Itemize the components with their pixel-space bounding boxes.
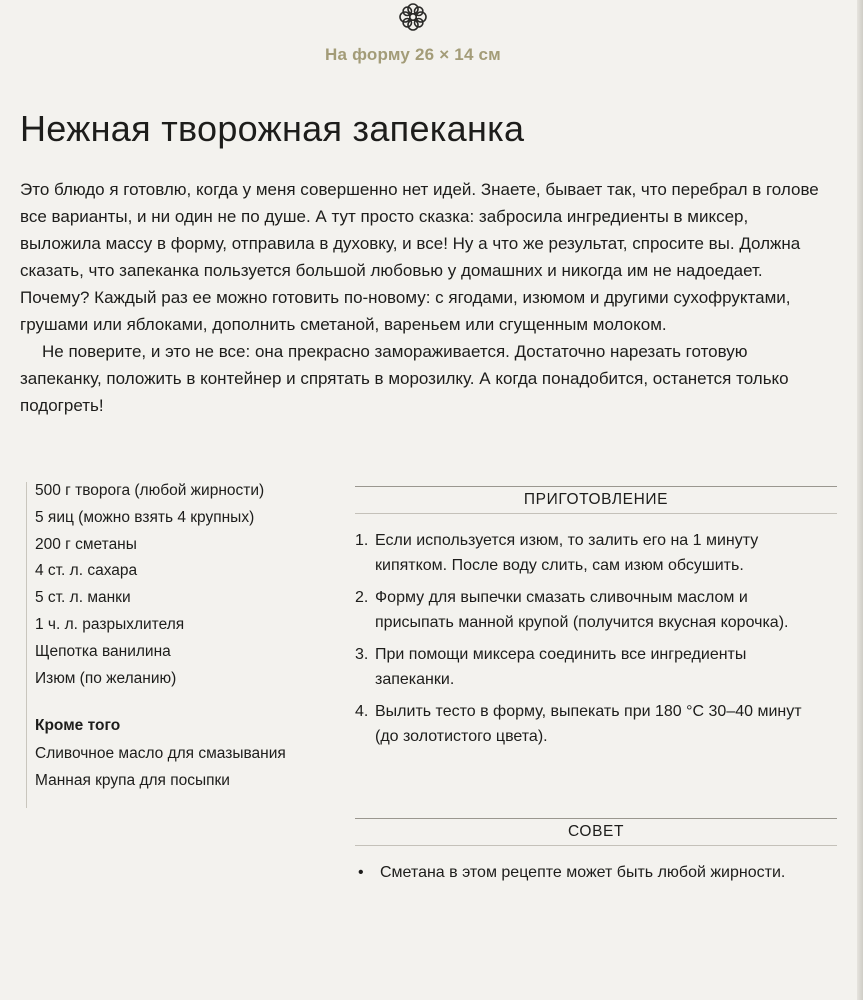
pan-size-label: На форму 26 × 14 см: [325, 45, 501, 64]
advice-heading-text: СОВЕТ: [567, 823, 625, 840]
step-number: 3.: [355, 646, 369, 663]
heading-underline: [355, 513, 837, 514]
heading-underline: [355, 845, 837, 846]
ingredient-item: 200 г сметаны: [35, 535, 137, 553]
ingredient-item: 500 г творога (любой жирности): [35, 482, 265, 499]
intro-paragraph: Не поверите, и это не все: она прекрасно замораживается. Достаточно нарезать готовую запеканку, положить в контейнер и спрятать в морозилку. А когда понадобится, останется только подогреть!: [20, 342, 789, 415]
advice-text: Сметана в этом рецепте может быть любой жирности.: [380, 864, 786, 881]
step-text: Если используется изюм, то залить его на 1 минуту кипятком. После воду слить, сам изюм обсушить.: [375, 532, 759, 574]
flower-ornament-icon: [396, 0, 430, 34]
step-item: [355, 642, 805, 692]
step-text: При помощи миксера соединить все ингредиенты запеканки.: [375, 646, 747, 688]
intro-text: [20, 176, 820, 419]
advice-heading: [355, 818, 837, 845]
ingredient-item: 5 ст. л. манки: [35, 589, 131, 607]
ingredient-item: Щепотка ванилина: [35, 642, 171, 660]
advice-item: [358, 860, 820, 885]
step-number: 2.: [355, 589, 369, 606]
ingredient-item: 5 яиц (можно взять 4 крупных): [35, 508, 255, 526]
preparation-heading-text: ПРИГОТОВЛЕНИЕ: [523, 491, 669, 508]
extra-ingredient-item: Манная крупа для посыпки: [35, 772, 230, 790]
ingredient-item: 1 ч. л. разрыхлителя: [35, 615, 185, 633]
page-edge: [857, 0, 863, 1000]
preparation-heading: [355, 486, 837, 513]
bullet-icon: •: [358, 864, 364, 881]
step-number: 4.: [355, 703, 369, 720]
step-item: [355, 699, 805, 749]
ingredient-item: 4 ст. л. сахара: [35, 562, 138, 580]
ingredients-list: [35, 478, 335, 794]
preparation-steps: [355, 528, 805, 756]
intro-paragraph: Это блюдо я готовлю, когда у меня совершенно нет идей. Знаете, бывает так, что перебрал в голове все варианты, и ни один не по душе. А тут просто сказка: забросила ингредиенты в миксер, выложила массу в форму, отправила в духовку, и все! Ну а что же результат, спросите вы. Должна сказать, что запеканка пользуется большой любовью у домашних и никогда им не надоедает. Почему? Каждый раз ее можно готовить по-новому: с ягодами, изюмом и другими сухофруктами, грушами или яблоками, дополнить сметаной, вареньем или сгущенным молоком.: [20, 180, 819, 334]
extra-ingredient-item: Сливочное масло для смазывания: [35, 745, 286, 763]
ingredients-divider: [26, 482, 27, 808]
step-number: 1.: [355, 532, 369, 549]
step-text: Вылить тесто в форму, выпекать при 180 °С 30–40 минут (до золотистого цвета).: [375, 703, 802, 745]
step-item: [355, 585, 805, 635]
recipe-title: Нежная творожная запеканка: [20, 108, 525, 149]
ingredient-item: Изюм (по желанию): [35, 669, 177, 687]
step-item: [355, 528, 805, 578]
step-text: Форму для выпечки смазать сливочным маслом и присыпать манной крупой (получится вкусная корочка).: [375, 589, 789, 631]
extra-ingredients-title: Кроме того: [35, 717, 121, 735]
